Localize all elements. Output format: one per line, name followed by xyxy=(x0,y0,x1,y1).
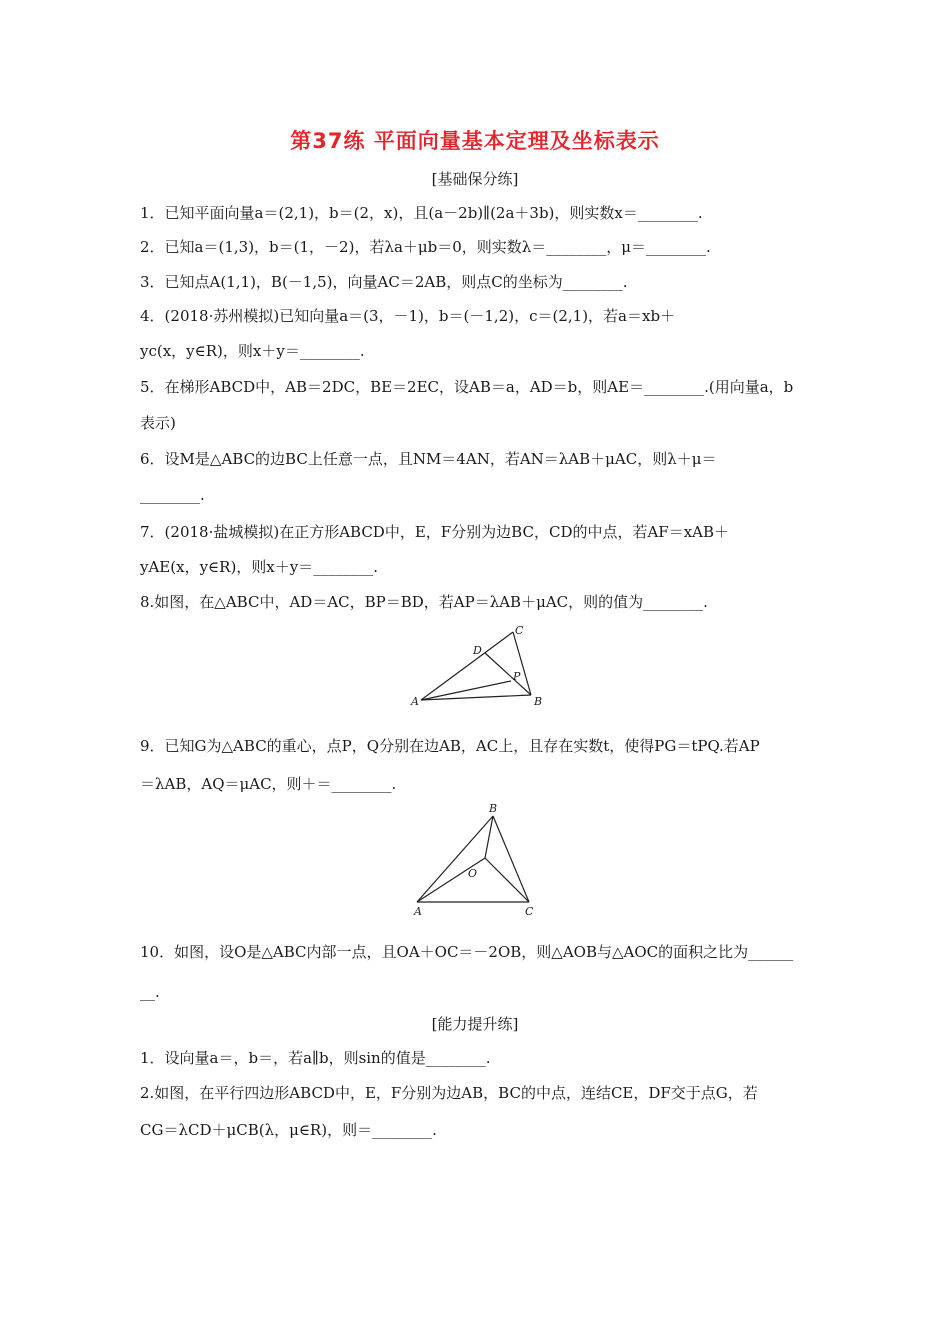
page-title: 第37练 平面向量基本定理及坐标表示 xyxy=(290,129,660,153)
section-heading-advanced: [能力提升练] xyxy=(431,1015,519,1033)
problem-line: yc(x，y∈R)，则x＋y＝________. xyxy=(140,342,365,360)
label-b: B xyxy=(489,802,498,815)
segment-ab xyxy=(421,695,531,700)
problem-line: 表示) xyxy=(140,414,176,432)
problem-line: ________. xyxy=(140,486,205,504)
problem-line: 9．已知G为△ABC的重心，点P，Q分别在边AB，AC上，且存在实数t，使得PG＝tPQ.若AP xyxy=(140,737,760,755)
label-a: A xyxy=(411,695,419,708)
label-p: P xyxy=(513,670,521,683)
section-heading-basic: [基础保分练] xyxy=(431,170,519,188)
segment-db xyxy=(485,653,531,695)
problem-line: 6．设M是△ABC的边BC上任意一点，且NM＝4AN，若AN＝λAB＋μAC，则λ＋μ＝ xyxy=(140,450,717,468)
label-a: A xyxy=(414,905,422,918)
problem-line: 4．(2018·苏州模拟)已知向量a＝(3，－1)，b＝(－1,2)，c＝(2,1)，若a＝xb＋ xyxy=(140,307,676,325)
problem-line: 7．(2018·盐城模拟)在正方形ABCD中，E，F分别为边BC，CD的中点，若AF＝xAB＋ xyxy=(140,523,730,541)
label-c: C xyxy=(525,905,534,918)
problem-line: 2.如图，在平行四边形ABCD中，E，F分别为边AB，BC的中点，连结CE，DF交于点G，若 xyxy=(140,1084,758,1102)
segment-ao xyxy=(417,858,485,902)
triangle-figure-abc-dp xyxy=(405,620,550,710)
segment-bo xyxy=(485,816,493,858)
problem-line: 8.如图，在△ABC中，AD＝AC，BP＝BD，若AP＝λAB＋μAC，则的值为________. xyxy=(140,593,708,611)
problem-line: ＝λAB，AQ＝μAC，则＋＝________. xyxy=(140,775,397,793)
label-b: B xyxy=(534,695,543,708)
problem-line: __. xyxy=(140,983,160,1001)
problem-line: 2．已知a＝(1,3)，b＝(1，－2)，若λa＋μb＝0，则实数λ＝________，μ＝________. xyxy=(140,238,711,256)
triangle-figure-abc-o xyxy=(405,800,550,920)
label-o: O xyxy=(468,867,478,880)
problem-line: CG＝λCD＋μCB(λ，μ∈R)，则＝________. xyxy=(140,1121,437,1139)
problem-line: 5．在梯形ABCD中，AB＝2DC，BE＝2EC，设AB＝a，AD＝b，则AE＝________.(用向量a，b xyxy=(140,378,794,396)
label-c: C xyxy=(515,624,524,637)
segment-co xyxy=(485,858,529,902)
segment-ab xyxy=(417,816,493,902)
segment-cb xyxy=(513,632,531,695)
label-d: D xyxy=(473,644,482,657)
problem-line: 1．设向量a＝，b＝，若a∥b，则sin的值是________. xyxy=(140,1049,491,1067)
problem-line: 1．已知平面向量a＝(2,1)，b＝(2，x)，且(a－2b)∥(2a＋3b)，则实数x＝________. xyxy=(140,204,703,222)
problem-line: yAE(x，y∈R)，则x＋y＝________. xyxy=(140,558,378,576)
problem-line: 10．如图，设O是△ABC内部一点，且OA＋OC＝－2OB，则△AOB与△AOC的面积之比为______ xyxy=(140,943,794,961)
segment-bc xyxy=(493,816,529,902)
problem-line: 3．已知点A(1,1)，B(－1,5)，向量AC＝2AB，则点C的坐标为________. xyxy=(140,273,628,291)
